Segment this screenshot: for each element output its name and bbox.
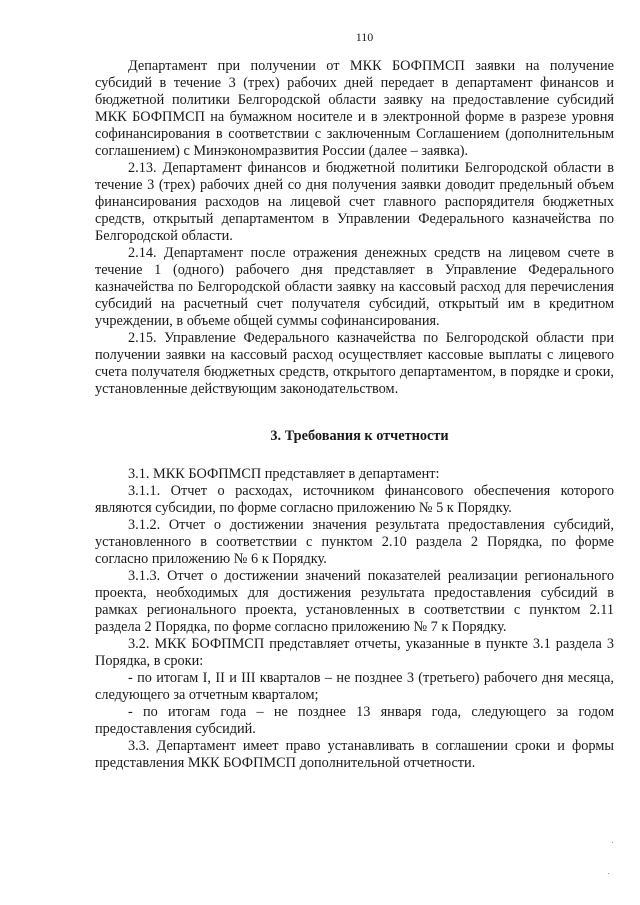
list-item-annual-deadline: - по итогам года – не позднее 13 января года, следующего за годом предоставления субсидий. <box>95 704 614 737</box>
section-heading: 3. Требования к отчетности <box>270 428 449 444</box>
scan-speck <box>608 873 609 874</box>
paragraph-2-14: 2.14. Департамент после отражения денежных средств на лицевом счете в течение 1 (одного) рабочего дня представляет в Управление Федерального казначейства по Белгородской области заявку на кассовый расход для перечисления субсидий на расчетный счет получателя субсидий, открытый им в кредитном учреждении, в объеме общей суммы софинансирования. <box>95 245 614 329</box>
paragraph-3-1: 3.1. МКК БОФПМСП представляет в департамент: <box>128 466 440 482</box>
paragraph-3-1-3: 3.1.3. Отчет о достижении значений показателей реализации регионального проекта, необходимых для достижения результата предоставления субсидий в рамках регионального проекта, установленных в соответствии с пунктом 2.11 раздела 2 Порядка, по форме согласно приложению № 7 к Порядку. <box>95 568 614 635</box>
paragraph-2-13: 2.13. Департамент финансов и бюджетной политики Белгородской области в течение 3 (трех) рабочих дней со дня получения заявки доводит предельный объем финансирования расходов на лицевой счет главного распорядителя бюджетных средств, открытый департаментом в Управлении Федерального казначейства по Белгородской области. <box>95 160 614 244</box>
list-item-quarterly-deadline: - по итогам I, II и III кварталов – не позднее 3 (третьего) рабочего дня месяца, следующего за отчетным кварталом; <box>95 670 614 703</box>
scan-speck <box>612 842 613 843</box>
paragraph-3-3: 3.3. Департамент имеет право устанавливать в соглашении сроки и формы представления МКК БОФПМСП дополнительной отчетности. <box>95 738 614 771</box>
page-number: 110 <box>355 30 374 44</box>
paragraph-3-1-1: 3.1.1. Отчет о расходах, источником финансового обеспечения которого являются субсидии, по форме согласно приложению № 5 к Порядку. <box>95 483 614 516</box>
paragraph-application-transfer: Департамент при получении от МКК БОФПМСП заявки на получение субсидий в течение 3 (трех) рабочих дней передает в департамент финансов и бюджетной политики Белгородской области заявку на предоставление субсидий МКК БОФПМСП на бумажном носителе и в электронной форме в разрезе уровня софинансирования в соответствии с заключенным Соглашением (дополнительным соглашением) с Минэкономразвития России (далее – заявка). <box>95 58 614 159</box>
paragraph-3-2: 3.2. МКК БОФПМСП представляет отчеты, указанные в пункте 3.1 раздела 3 Порядка, в сроки: <box>95 636 614 669</box>
paragraph-2-15: 2.15. Управление Федерального казначейства по Белгородской области при получении заявки на кассовый расход осуществляет кассовые выплаты с лицевого счета получателя бюджетных средств, открытого департаментом, в порядке и сроки, установленные действующим законодательством. <box>95 330 614 397</box>
paragraph-3-1-2: 3.1.2. Отчет о достижении значения результата предоставления субсидий, установленного в соответствии с пунктом 2.10 раздела 2 Порядка, по форме согласно приложению № 6 к Порядку. <box>95 517 614 567</box>
